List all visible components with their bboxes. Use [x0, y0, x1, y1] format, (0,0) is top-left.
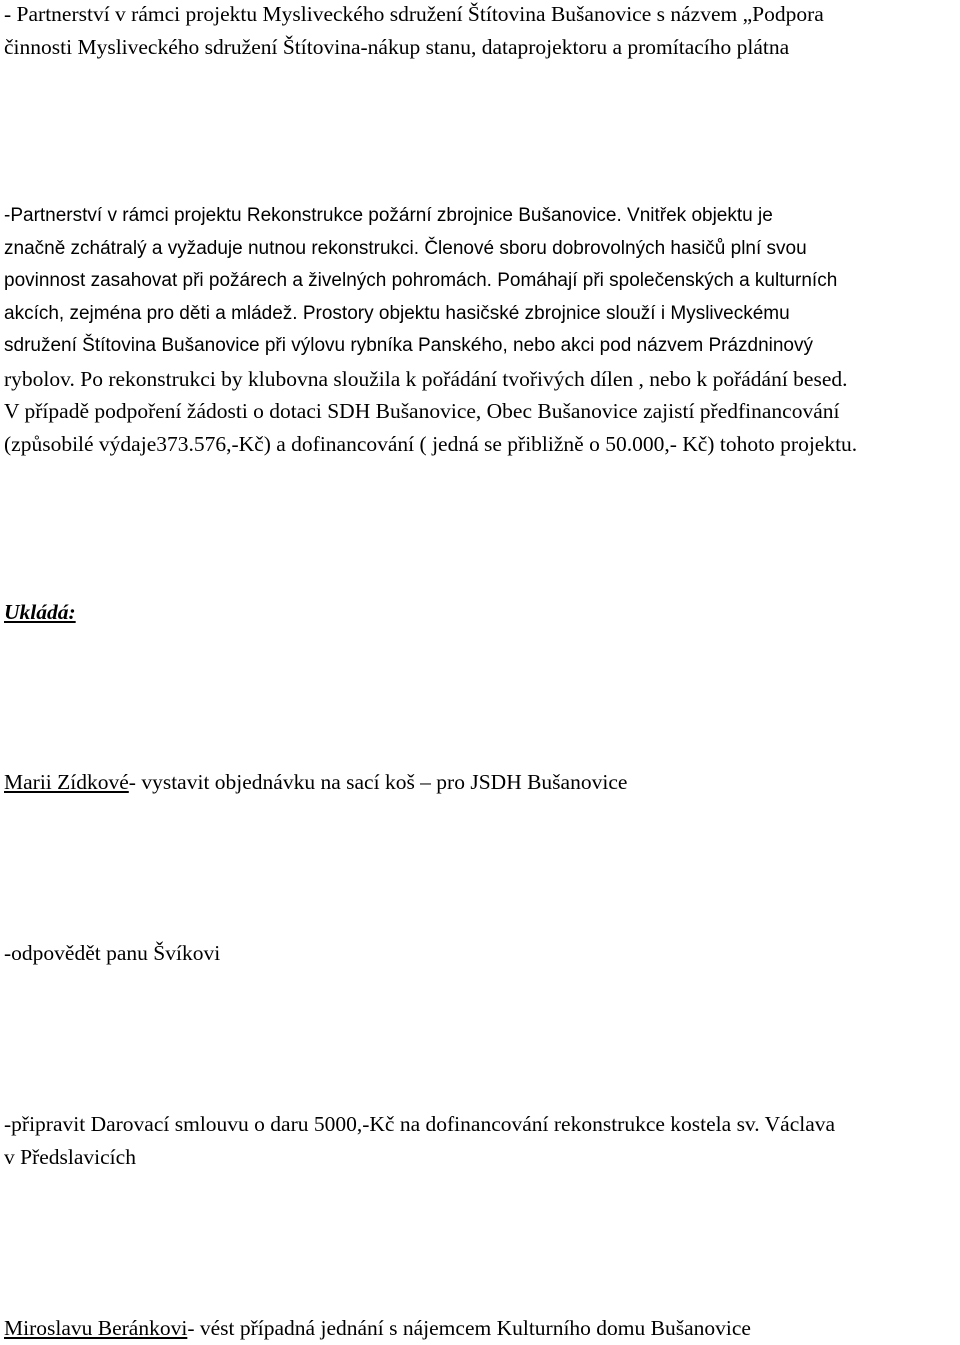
task-item: [4, 766, 956, 799]
paragraph-line: - Partnerství v rámci projektu Mysliveckého sdružení Štítovina Bušanovice s názvem „Podpora: [4, 2, 824, 26]
paragraph-line: značně zchátralý a vyžaduje nutnou rekonstrukci. Členové sboru dobrovolných hasičů plní svou: [4, 237, 807, 259]
task-text: -odpovědět panu Švíkovi: [4, 941, 221, 965]
paragraph-line: -Partnerství v rámci projektu Rekonstrukce požární zbrojnice Bušanovice. Vnitřek objektu je: [4, 205, 773, 226]
task-text: v Předslavicích: [4, 1144, 136, 1169]
paragraph-line: (způsobilé výdaje373.576,-Kč) a dofinancování ( jedná se přibližně o 50.000,- Kč) tohoto projektu.: [4, 431, 858, 456]
paragraph-line: rybolov. Po rekonstrukci by klubovna sloužila k pořádání tvořivých dílen , nebo k pořádání besed.: [4, 366, 848, 391]
task-item: [4, 1108, 956, 1173]
section-heading: [4, 596, 956, 629]
assignee-name: Miroslavu Beránkovi: [4, 1316, 188, 1340]
task-text: -připravit Darovací smlouvu o daru 5000,-Kč na dofinancování rekonstrukce kostela sv. Václava: [4, 1112, 836, 1136]
paragraph-line: sdružení Štítovina Bušanovice při výlovu rybníka Panského, nebo akci pod názvem Prázdninový: [4, 335, 814, 356]
heading-uklada: Ukládá:: [4, 600, 76, 624]
paragraph-fire-station-reconstruction: [4, 200, 956, 460]
task-text: - vést případná jednání s nájemcem Kulturního domu Bušanovice: [187, 1316, 751, 1340]
task-item: [4, 1312, 956, 1345]
paragraph-line: V případě podpoření žádosti o dotaci SDH Bušanovice, Obec Bušanovice zajistí předfinancování: [4, 399, 840, 423]
paragraph-partnership-hunting-association: [4, 0, 956, 63]
paragraph-line: akcích, zejména pro děti a mládež. Prostory objektu hasičské zbrojnice slouží i Mysliveckému: [4, 302, 790, 324]
paragraph-line: činnosti Mysliveckého sdružení Štítovina-nákup stanu, dataprojektoru a promítacího plátna: [4, 34, 790, 59]
task-item: [4, 937, 956, 970]
task-text: - vystavit objednávku na sací koš – pro JSDH Bušanovice: [128, 770, 628, 794]
paragraph-line: povinnost zasahovat při požárech a živelných pohromách. Pomáhají při společenských a kulturních: [4, 270, 838, 291]
assignee-name: Marii Zídkové: [4, 770, 129, 794]
